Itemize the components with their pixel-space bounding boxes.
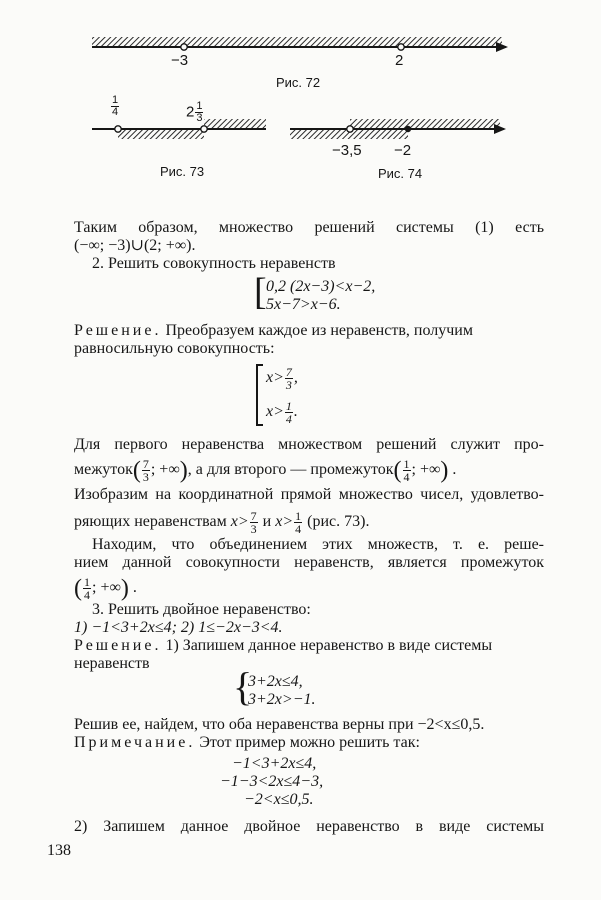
figures-svg [0, 0, 601, 200]
system3-line1: 3+2x≤4, [248, 673, 303, 690]
paragraph-last: 2) Запишем данное двойное неравенство в виде системы [74, 818, 544, 835]
solution3-line2: неравенств [74, 655, 150, 672]
tick-label-2: 2 [395, 52, 404, 69]
paragraph-conclusion-line2: (−∞; −3)∪(2; +∞). [74, 237, 196, 254]
system1-bracket: [ [254, 271, 267, 313]
system3-line2: 3+2x>−1. [248, 691, 316, 708]
hatch-fig73-upper [204, 119, 266, 129]
paragraph-union-line1: Находим, что объединением этих множеств, т. е. реше- [92, 536, 544, 553]
number-line-fig73 [92, 119, 266, 139]
hatch-fig74-upper [350, 119, 500, 129]
paragraph-intervals-line2: межуток( $\frac{7}{3}$ ; +∞), а для второго — промежуток( $\frac{1}{4}$ ; +∞) . [74, 457, 457, 484]
solution-line2: равносильную совокупность: [74, 340, 275, 357]
chain-line2: −1−3<2x≤4−3, [220, 773, 324, 790]
system1-line2: 5x−7>x−6. [266, 296, 341, 313]
paragraph-intervals-line3: Изобразим на координатной прямой множество чисел, удовлетво- [74, 486, 544, 503]
paragraph-union-line2: нием данной совокупности неравенств, является промежуток [74, 554, 544, 571]
open-point-minus3-5 [347, 126, 353, 132]
paragraph-conclusion-line1: Таким образом, множество решений системы (1) есть [74, 219, 544, 236]
system2-bracket [256, 364, 263, 426]
system1-line1: 0,2 (2x−3)<x−2, [266, 278, 376, 295]
paragraph-union-line3: ( $\frac{1}{4}$ ; +∞) . [74, 575, 137, 602]
chain-line1: −1<3+2x≤4, [232, 755, 317, 772]
note-line: Примечание. Этот пример можно решить так: [74, 734, 420, 751]
caption-fig74: Рис. 74 [378, 166, 423, 181]
page-number: 138 [47, 842, 71, 859]
open-point-seven-thirds [201, 126, 207, 132]
paragraph-result: Решив ее, найдем, что оба неравенства верны при −2<x≤0,5. [74, 716, 485, 733]
tick-label-minus2: −2 [394, 142, 412, 159]
number-line-fig72 [92, 37, 508, 52]
tick-label-minus3: −3 [171, 52, 189, 69]
item3-cases: 1) −1<3+2x≤4; 2) 1≤−2x−3<4. [74, 619, 283, 636]
caption-fig72: Рис. 72 [276, 75, 321, 90]
closed-point-minus2 [405, 126, 411, 132]
hatch-fig73-lower [118, 129, 204, 139]
open-point-minus3 [181, 44, 187, 50]
paragraph-intervals-line4: ряющих неравенствам x> $\frac{7}{3}$ и x> $\frac{1}{4}$ (рис. 73). [74, 509, 370, 536]
item3-heading: 3. Решить двойное неравенство: [92, 601, 311, 618]
system2-line2: x> $\frac{1}{4}$ . [266, 399, 298, 426]
open-point-one-quarter [115, 126, 121, 132]
caption-fig73: Рис. 73 [160, 164, 205, 179]
paragraph-intervals-line1: Для первого неравенства множеством решений служит про- [74, 436, 544, 453]
system2-line1: x> $\frac{7}{3}$ , [266, 365, 298, 392]
tick-label-seven-thirds: 2 $\frac{1}{3}$ [186, 100, 203, 124]
hatch-fig72 [92, 37, 502, 47]
tick-label-one-quarter: $\frac{1}{4}$ [112, 94, 119, 118]
solution3-line1: Решение. 1) Запишем данное неравенство в виде системы [74, 637, 493, 654]
solution-line1: Решение. Преобразуем каждое из неравенств, получим [74, 322, 473, 339]
number-line-fig74 [290, 119, 506, 139]
item2-heading: 2. Решить совокупность неравенств [92, 255, 336, 272]
system3-brace: { [233, 664, 253, 709]
chain-line3: −2<x≤0,5. [244, 791, 314, 808]
open-point-2 [398, 44, 404, 50]
tick-label-minus3-5: −3,5 [332, 142, 362, 159]
